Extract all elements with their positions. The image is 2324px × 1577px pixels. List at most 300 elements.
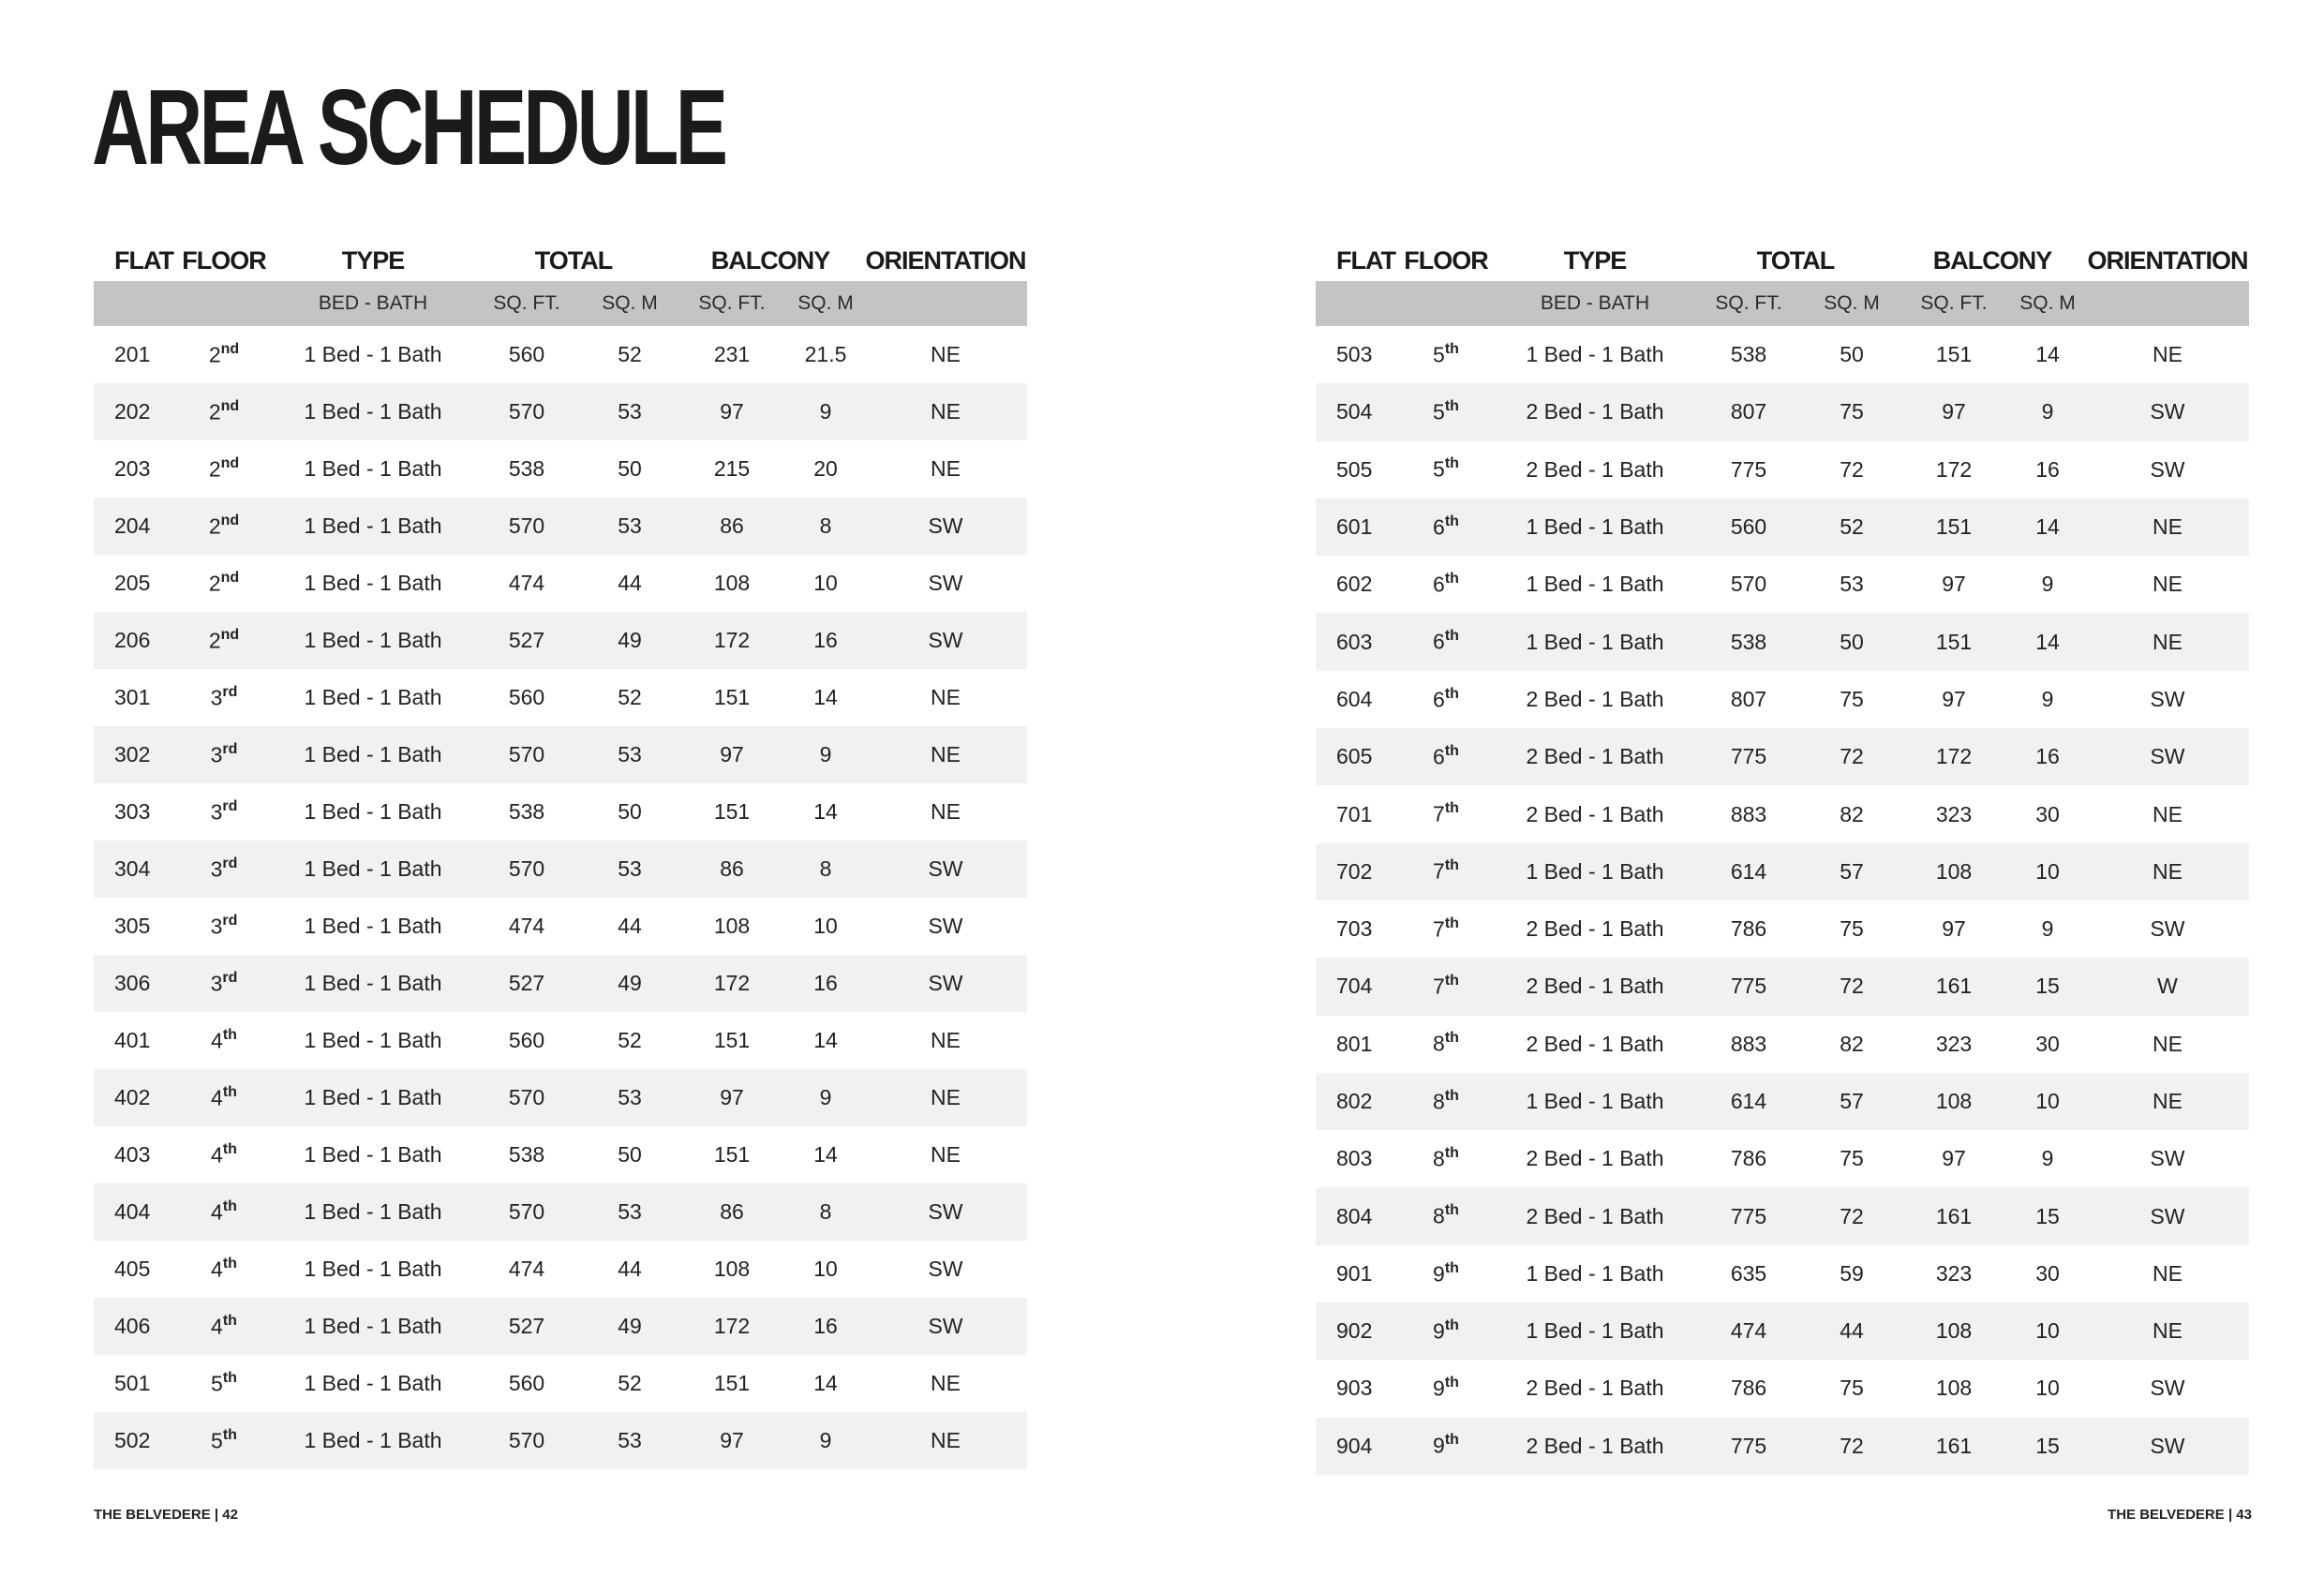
orientation-cell: NE (931, 456, 961, 481)
balcony-sqft-cell: 231 (713, 342, 751, 366)
floor-cell (1394, 900, 1497, 958)
orientation-cell: NE (2153, 801, 2182, 826)
balcony-sqm-cell: 14 (2035, 342, 2060, 367)
floor-cell (172, 669, 276, 726)
subheader-empty (2086, 281, 2249, 326)
total-sqm-cell: 52 (1805, 498, 1899, 556)
table-row (1316, 1187, 2249, 1244)
floor-cell (1394, 613, 1497, 670)
orientation-cell: SW (2150, 1146, 2185, 1171)
floor-number: 3 (210, 742, 223, 767)
floor-number: 5 (1433, 342, 1445, 367)
balcony-sqft-cell: 172 (1935, 456, 1973, 482)
total-sqft-cell: 775 (1692, 1187, 1805, 1244)
orientation-cell: SW (864, 612, 1027, 669)
floor-cell (172, 1241, 276, 1298)
floor-suffix: th (222, 1426, 237, 1443)
floor-number: 7 (1433, 916, 1445, 942)
type-header: TYPE (1563, 246, 1627, 275)
type-cell: 1 Bed - 1 Bath (276, 726, 470, 783)
floor-cell (1394, 498, 1497, 556)
floor-suffix: th (1444, 628, 1459, 645)
total-sqm-cell: 50 (618, 456, 642, 481)
flat-cell: 605 (1316, 728, 1394, 785)
type-cell: 2 Bed - 1 Bath (1497, 958, 1692, 1015)
orientation-cell: NE (2086, 1073, 2249, 1130)
floor-number: 2 (208, 513, 221, 539)
total-sqm-cell: 44 (618, 1257, 642, 1281)
type-cell: 1 Bed - 1 Bath (1526, 572, 1664, 597)
floor-number: 4 (211, 1028, 223, 1053)
total-sqm-cell: 44 (1805, 1302, 1899, 1360)
table-row (94, 1298, 1027, 1355)
flat-cell: 304 (94, 841, 172, 898)
floor-suffix: rd (222, 969, 238, 986)
orientation-cell: SW (864, 1298, 1027, 1355)
floor-cell (172, 841, 276, 898)
balcony-sqft-cell: 172 (677, 955, 787, 1012)
balcony-header: BALCONY (710, 246, 830, 275)
flat-cell: 603 (1316, 613, 1394, 670)
flat-cell: 505 (1336, 456, 1373, 482)
floor-number: 3 (210, 971, 223, 996)
total-sqm-cell: 53 (583, 1183, 677, 1241)
flat-cell: 306 (94, 955, 172, 1012)
balcony-sqm-cell: 14 (813, 1371, 838, 1395)
floor-cell (1394, 1187, 1497, 1244)
floor-suffix: rd (222, 683, 238, 700)
floor-suffix: th (1444, 915, 1459, 931)
table-row (94, 326, 1027, 383)
floor-cell (1394, 1302, 1497, 1360)
floor-suffix: th (222, 1083, 237, 1100)
balcony-sqm-cell: 30 (2035, 1260, 2060, 1286)
orientation-cell: NE (2153, 1031, 2182, 1056)
flat-cell: 602 (1336, 572, 1373, 597)
table-row (1316, 843, 2249, 900)
balcony-sqm-cell: 15 (2009, 1187, 2086, 1244)
total-sqft-cell: 570 (470, 383, 583, 440)
total-sqft-cell: 775 (1730, 456, 1767, 482)
floor-suffix: th (1444, 1144, 1459, 1161)
table-row (1316, 1245, 2249, 1302)
balcony-sqm-subheader: SQ. M (2009, 281, 2086, 326)
floor-number: 7 (1433, 801, 1445, 826)
flat-cell: 903 (1336, 1376, 1373, 1401)
table-row (1316, 326, 2249, 383)
balcony-sqft-cell: 215 (713, 456, 751, 481)
orientation-cell: SW (2150, 686, 2185, 711)
total-sqm-cell: 53 (583, 498, 677, 555)
orientation-cell: NE (864, 383, 1027, 440)
floor-number: 6 (1433, 744, 1445, 769)
balcony-sqft-subheader: SQ. FT. (677, 281, 787, 326)
total-sqm-cell: 57 (1805, 1073, 1899, 1130)
type-cell: 1 Bed - 1 Bath (304, 1142, 442, 1167)
flat-cell: 203 (114, 456, 151, 481)
balcony-sqft-cell: 172 (677, 612, 787, 669)
orientation-cell: NE (931, 799, 961, 824)
balcony-sqft-cell: 151 (713, 1371, 751, 1395)
balcony-sqm-cell: 14 (813, 799, 838, 824)
flat-cell: 501 (114, 1371, 151, 1395)
balcony-sqm-cell: 9 (2041, 1146, 2054, 1171)
balcony-sqft-cell: 108 (713, 571, 751, 595)
orientation-cell: NE (864, 1412, 1027, 1469)
total-sqft-cell: 538 (508, 799, 545, 824)
floor-suffix: th (1444, 1087, 1459, 1104)
table-row (94, 1012, 1027, 1069)
balcony-sqft-cell: 97 (1942, 572, 1966, 597)
orientation-cell: NE (931, 1371, 961, 1395)
floor-cell (1394, 785, 1497, 842)
flat-cell: 403 (114, 1142, 151, 1167)
total-sqm-cell: 53 (583, 1069, 677, 1126)
flat-cell: 401 (114, 1028, 151, 1052)
floor-cell (172, 326, 276, 383)
total-sqm-cell: 44 (618, 571, 642, 595)
balcony-sqm-cell: 9 (787, 1069, 864, 1126)
balcony-sqm-cell: 10 (2009, 1073, 2086, 1130)
balcony-sqm-cell: 8 (787, 1183, 864, 1241)
type-cell: 2 Bed - 1 Bath (1526, 686, 1664, 711)
type-cell: 1 Bed - 1 Bath (1526, 1260, 1664, 1286)
balcony-sqft-cell: 97 (1942, 916, 1966, 942)
total-sqft-cell: 807 (1692, 383, 1805, 440)
subheader-empty (1394, 281, 1497, 326)
balcony-sqft-cell: 151 (1935, 342, 1973, 367)
table-row (1316, 1130, 2249, 1187)
floor-suffix: th (1444, 340, 1459, 357)
balcony-sqft-cell: 151 (713, 1028, 751, 1052)
floor-number: 9 (1433, 1261, 1445, 1287)
flat-cell: 604 (1336, 686, 1373, 711)
balcony-sqm-cell: 16 (787, 612, 864, 669)
balcony-sqm-cell: 21.5 (804, 342, 847, 366)
table-row (1316, 1302, 2249, 1360)
type-cell: 1 Bed - 1 Bath (1497, 498, 1692, 556)
type-cell: 1 Bed - 1 Bath (304, 685, 442, 709)
balcony-sqm-cell: 16 (2035, 456, 2060, 482)
floor-suffix: nd (220, 569, 240, 586)
flat-cell: 406 (94, 1298, 172, 1355)
floor-number: 4 (211, 1257, 223, 1282)
flat-cell: 502 (94, 1412, 172, 1469)
orientation-cell: SW (864, 498, 1027, 555)
floor-cell (172, 1412, 276, 1469)
flat-cell: 404 (94, 1183, 172, 1241)
type-cell: 2 Bed - 1 Bath (1526, 1376, 1664, 1401)
total-sqft-cell: 807 (1730, 686, 1767, 711)
total-sqm-cell: 75 (1840, 1146, 1864, 1171)
floor-cell (1394, 441, 1497, 498)
floor-cell (172, 726, 276, 783)
orientation-cell: NE (2153, 572, 2182, 597)
table-row (94, 498, 1027, 555)
floor-cell (1394, 1245, 1497, 1302)
balcony-sqm-cell: 30 (2035, 1031, 2060, 1056)
orientation-cell: NE (931, 342, 961, 366)
floor-suffix: th (1444, 1432, 1459, 1449)
subheader-empty (172, 281, 276, 326)
total-sqft-cell: 570 (470, 1069, 583, 1126)
total-sqft-cell: 474 (508, 914, 545, 938)
floor-number: 2 (208, 628, 221, 653)
type-cell: 2 Bed - 1 Bath (1497, 383, 1692, 440)
balcony-sqm-cell: 30 (2035, 801, 2060, 826)
floor-number: 2 (208, 342, 221, 367)
balcony-sqft-cell: 86 (677, 498, 787, 555)
balcony-sqft-cell: 161 (1899, 958, 2009, 1015)
orientation-cell: SW (2086, 728, 2249, 785)
type-cell: 1 Bed - 1 Bath (276, 1183, 470, 1241)
flat-cell: 801 (1336, 1031, 1373, 1056)
flat-cell: 305 (114, 914, 151, 938)
table-row (94, 1069, 1027, 1126)
flat-cell: 703 (1336, 916, 1373, 942)
floor-number: 4 (211, 1142, 223, 1168)
balcony-sqm-cell: 16 (787, 955, 864, 1012)
bed-bath-subheader: BED - BATH (1497, 281, 1692, 326)
floor-cell (1394, 556, 1497, 613)
floor-cell (172, 1126, 276, 1183)
total-sqm-cell: 53 (583, 726, 677, 783)
floor-cell (1394, 728, 1497, 785)
balcony-sqm-cell: 16 (2009, 728, 2086, 785)
table-row (1316, 613, 2249, 670)
footer-left: THE BELVEDERE | 42 (94, 1507, 238, 1523)
floor-suffix: nd (220, 512, 240, 528)
total-sqft-cell: 560 (1692, 498, 1805, 556)
balcony-sqft-cell: 97 (677, 1412, 787, 1469)
rows-right (1316, 326, 2249, 1475)
balcony-sqft-cell: 151 (713, 1142, 751, 1167)
floor-cell (172, 498, 276, 555)
flat-cell: 503 (1336, 342, 1373, 367)
floor-cell (172, 1355, 276, 1412)
table-row (1316, 785, 2249, 842)
total-sqm-cell: 82 (1840, 801, 1864, 826)
balcony-sqft-cell: 161 (1899, 1187, 2009, 1244)
total-sqft-cell: 538 (508, 456, 545, 481)
total-sqft-cell: 527 (470, 612, 583, 669)
balcony-sqm-cell: 10 (2009, 1302, 2086, 1360)
balcony-sqm-cell: 14 (813, 1028, 838, 1052)
flat-cell: 901 (1336, 1260, 1373, 1286)
floor-suffix: th (1444, 973, 1459, 989)
flat-cell: 402 (94, 1069, 172, 1126)
floor-suffix: th (1444, 455, 1459, 472)
balcony-sqm-cell: 14 (813, 685, 838, 709)
table-row (94, 440, 1027, 498)
footer-right: THE BELVEDERE | 43 (2108, 1507, 2252, 1523)
rows-left (94, 326, 1027, 1469)
floor-suffix: rd (222, 912, 238, 929)
flat-cell: 702 (1316, 843, 1394, 900)
orientation-cell: NE (2086, 843, 2249, 900)
total-sqm-cell: 52 (618, 1028, 642, 1052)
type-cell: 1 Bed - 1 Bath (304, 571, 442, 595)
table-row (94, 383, 1027, 440)
orientation-cell: NE (931, 1028, 961, 1052)
flat-cell: 601 (1316, 498, 1394, 556)
floor-number: 5 (1433, 399, 1445, 424)
floor-cell (172, 1298, 276, 1355)
type-cell: 1 Bed - 1 Bath (276, 955, 470, 1012)
orientation-cell: SW (864, 1183, 1027, 1241)
total-sqft-cell: 570 (1730, 572, 1767, 597)
floor-number: 7 (1433, 974, 1445, 999)
table-row (1316, 383, 2249, 440)
total-sqm-cell: 57 (1805, 843, 1899, 900)
type-cell: 1 Bed - 1 Bath (1497, 1302, 1692, 1360)
type-cell: 1 Bed - 1 Bath (276, 1412, 470, 1469)
total-sqm-cell: 49 (583, 612, 677, 669)
orientation-cell: NE (2086, 613, 2249, 670)
balcony-sqm-cell: 8 (787, 841, 864, 898)
total-sqm-cell: 50 (1840, 342, 1864, 367)
flat-cell: 504 (1316, 383, 1394, 440)
balcony-sqm-cell: 16 (787, 1298, 864, 1355)
total-sqm-cell: 53 (583, 841, 677, 898)
table-row (94, 1355, 1027, 1412)
total-sqm-cell: 72 (1805, 958, 1899, 1015)
total-sqft-cell: 527 (470, 1298, 583, 1355)
type-cell: 1 Bed - 1 Bath (304, 914, 442, 938)
floor-suffix: th (1444, 1375, 1459, 1391)
table-row (1316, 900, 2249, 958)
total-sqft-cell: 474 (508, 571, 545, 595)
balcony-sqft-cell: 97 (677, 383, 787, 440)
orientation-cell: NE (2086, 1302, 2249, 1360)
balcony-sqft-cell: 172 (1899, 728, 2009, 785)
balcony-sqft-cell: 97 (677, 1069, 787, 1126)
total-sqm-subheader: SQ. M (583, 281, 677, 326)
balcony-sqm-cell: 9 (2009, 383, 2086, 440)
table-row (94, 669, 1027, 726)
subheader-empty (1316, 281, 1394, 326)
balcony-sqft-cell: 108 (1935, 1376, 1973, 1401)
total-sqft-cell: 474 (508, 1257, 545, 1281)
subheader-empty (94, 281, 172, 326)
orientation-cell: NE (2153, 1260, 2182, 1286)
flat-cell: 904 (1316, 1418, 1394, 1475)
balcony-sqft-subheader: SQ. FT. (1899, 281, 2009, 326)
subheader-empty (864, 281, 1027, 326)
table-row (94, 783, 1027, 841)
flat-cell: 803 (1336, 1146, 1373, 1171)
table-row (1316, 441, 2249, 498)
table-row (1316, 728, 2249, 785)
type-cell: 1 Bed - 1 Bath (304, 1028, 442, 1052)
total-sqm-cell: 49 (583, 1298, 677, 1355)
total-sqft-cell: 635 (1730, 1260, 1767, 1286)
total-sqm-cell: 50 (618, 1142, 642, 1167)
total-sqm-cell: 52 (618, 685, 642, 709)
orientation-cell: SW (928, 571, 963, 595)
floor-suffix: th (1444, 742, 1459, 759)
table-row (1316, 1418, 2249, 1475)
total-sqft-cell: 570 (470, 726, 583, 783)
orientation-cell: SW (2150, 1376, 2185, 1401)
floor-cell (172, 612, 276, 669)
type-cell: 2 Bed - 1 Bath (1497, 1187, 1692, 1244)
total-header: TOTAL (1756, 246, 1835, 275)
floor-suffix: rd (222, 797, 238, 814)
balcony-sqft-cell: 108 (713, 914, 751, 938)
type-cell: 2 Bed - 1 Bath (1526, 1031, 1664, 1056)
floor-number: 3 (210, 914, 223, 939)
orientation-cell: NE (2086, 498, 2249, 556)
floor-number: 9 (1433, 1376, 1445, 1401)
type-cell: 2 Bed - 1 Bath (1497, 1418, 1692, 1475)
orientation-cell: SW (2086, 1418, 2249, 1475)
floor-suffix: th (222, 1255, 237, 1272)
bed-bath-subheader: BED - BATH (276, 281, 470, 326)
header-row (1316, 232, 2249, 281)
type-cell: 1 Bed - 1 Bath (276, 383, 470, 440)
table-row (1316, 1073, 2249, 1130)
floor-number: 7 (1433, 859, 1445, 885)
flat-cell: 202 (94, 383, 172, 440)
floor-suffix: th (222, 1369, 237, 1386)
table-row (94, 1126, 1027, 1183)
floor-number: 2 (208, 571, 221, 596)
floor-suffix: rd (222, 740, 238, 757)
total-sqm-cell: 53 (583, 1412, 677, 1469)
floor-cell (1394, 671, 1497, 728)
floor-cell (1394, 1016, 1497, 1073)
floor-cell (1394, 1360, 1497, 1417)
balcony-sqft-cell: 86 (677, 841, 787, 898)
floor-suffix: th (1444, 398, 1459, 415)
table-row (94, 955, 1027, 1012)
total-sqm-cell: 75 (1805, 383, 1899, 440)
total-sqft-cell: 570 (470, 841, 583, 898)
floor-number: 6 (1433, 687, 1445, 712)
balcony-sqft-cell: 151 (1899, 498, 2009, 556)
balcony-sqm-cell: 9 (787, 726, 864, 783)
floor-number: 3 (210, 799, 223, 825)
total-sqm-cell: 75 (1840, 1376, 1864, 1401)
total-sqm-cell: 49 (583, 955, 677, 1012)
total-sqft-cell: 786 (1730, 1146, 1767, 1171)
flat-cell: 902 (1316, 1302, 1394, 1360)
header-row (94, 232, 1027, 281)
floor-suffix: th (1444, 685, 1459, 702)
floor-suffix: nd (220, 397, 240, 414)
balcony-sqm-cell: 9 (787, 383, 864, 440)
orientation-header: ORIENTATION (2087, 246, 2248, 275)
orientation-cell: W (2086, 958, 2249, 1015)
table-row (1316, 498, 2249, 556)
floor-cell (1394, 326, 1497, 383)
total-sqm-cell: 50 (1805, 613, 1899, 670)
type-header: TYPE (341, 246, 405, 275)
floor-cell (1394, 1073, 1497, 1130)
type-cell: 2 Bed - 1 Bath (1526, 456, 1664, 482)
floor-suffix: th (1444, 857, 1459, 874)
balcony-sqft-cell: 151 (1899, 613, 2009, 670)
balcony-sqm-cell: 10 (813, 1257, 838, 1281)
balcony-sqm-cell: 14 (2009, 498, 2086, 556)
orientation-cell: SW (2086, 1187, 2249, 1244)
flat-cell: 701 (1336, 801, 1373, 826)
orientation-cell: SW (2086, 383, 2249, 440)
orientation-cell: SW (864, 955, 1027, 1012)
balcony-sqm-cell: 10 (2009, 843, 2086, 900)
total-sqft-cell: 560 (508, 1371, 545, 1395)
